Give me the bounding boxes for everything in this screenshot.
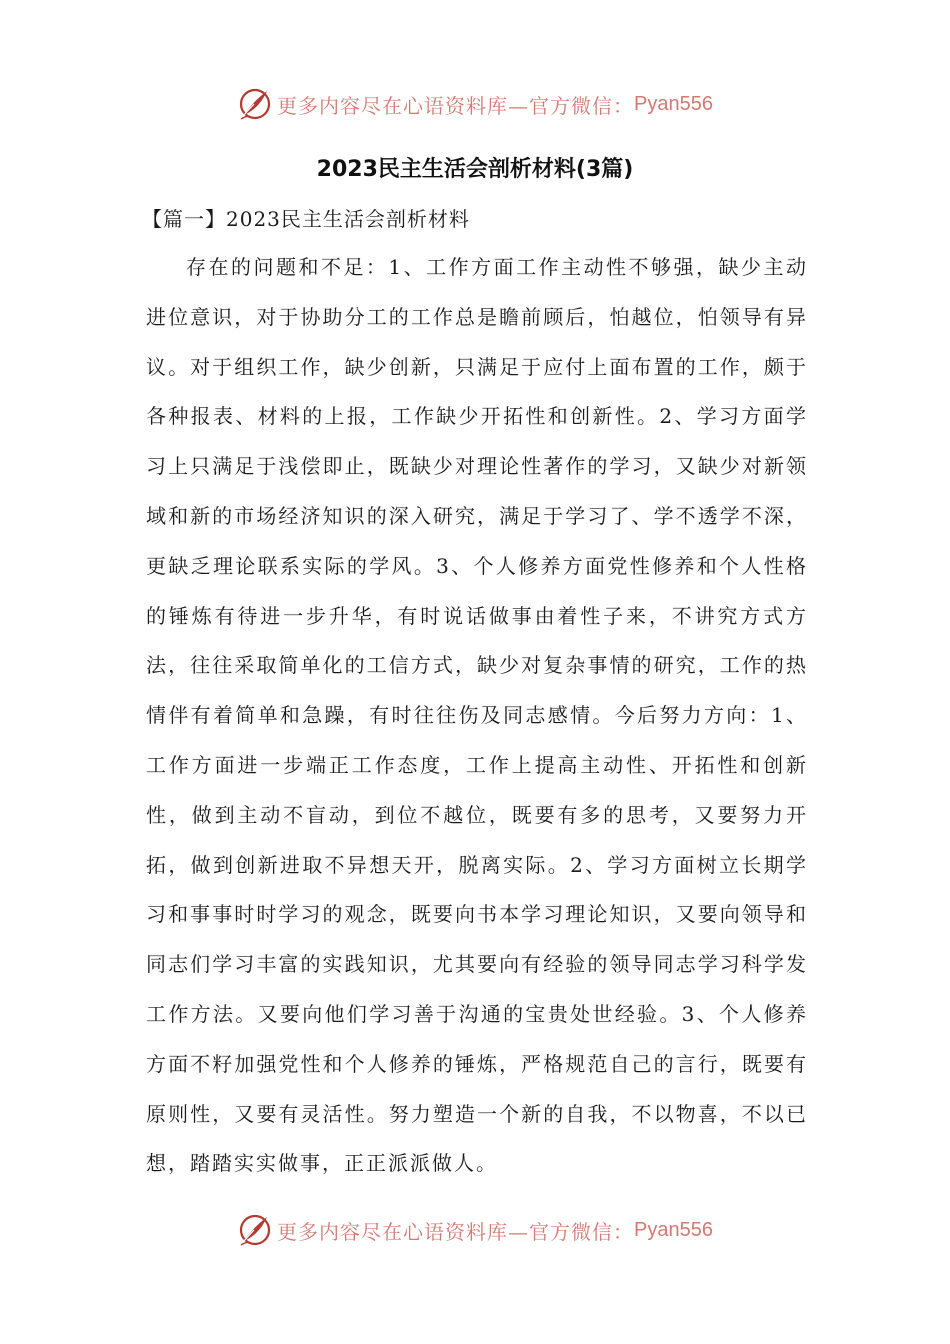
header-watermark-text: 更多内容尽在心语资料库—官方微信： — [277, 93, 635, 118]
body-paragraph: 存在的问题和不足：1、工作方面工作主动性不够强，缺少主动进位意识，对于协助分工的工作总是瞻前顾后，怕越位，怕领导有异议。对于组织工作，缺少创新，只满足于应付上面布置的工作，颇于各种报表、材料的上报，工作缺少开拓性和创新性。2、学习方面学习上只满足于浅偿即止，既缺少对理论性著作的学习，又缺少对新领域和新的市场经济知识的深入研究，满足于学习了、学不透学不深，更缺乏理论联系实际的学风。3、个人修养方面党性修养和个人性格的锤炼有待进一步升华，有时说话做事由着性子来，不讲究方式方法，往往采取简单化的工信方式，缺少对复杂事情的研究，工作的热情伴有着简单和急躁，有时往往伤及同志感情。今后努力方向：1、工作方面进一步端正工作态度，工作上提高主动性、开拓性和创新性，做到主动不盲动，到位不越位，既要有多的思考，又要努力开拓，做到创新进取不异想天开，脱离实际。2、学习方面树立长期学习和事事时时学习的观念，既要向书本学习理论知识，又要向领导和同志们学习丰富的实践知识，尤其要向有经验的领导同志学习科学发工作方法。又要向他们学习善于沟通的宝贵处世经验。3、个人修养方面不籽加强党性和个人修养的锤炼，严格规范自己的言行，既要有原则性，又要有灵活性。努力塑造一个新的自我，不以物喜，不以已想，踏踏实实做事，正正派派做人。 — [146, 255, 808, 1176]
section-heading: 【篇一】2023民主生活会剖析材料 — [142, 207, 470, 231]
header-watermark-handle: Pyan556 — [634, 92, 713, 115]
header-watermark-banner — [0, 84, 950, 124]
footer-watermark-banner — [0, 1210, 950, 1250]
document-title: 2023民主生活会剖析材料(3篇) — [316, 157, 634, 182]
quill-pen-logo-icon — [237, 86, 273, 122]
footer-watermark-handle: Pyan556 — [634, 1218, 713, 1241]
footer-watermark-text: 更多内容尽在心语资料库—官方微信： — [277, 1219, 635, 1244]
quill-pen-logo-icon — [237, 1212, 273, 1248]
